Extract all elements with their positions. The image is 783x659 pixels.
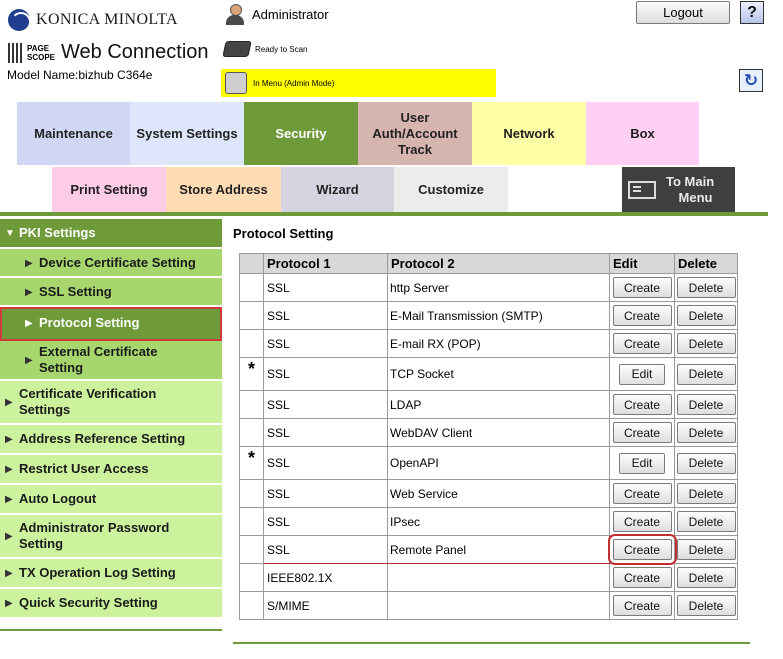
protocol1-cell: SSL bbox=[264, 330, 388, 358]
triangle-right-icon: ▶ bbox=[5, 494, 13, 505]
protocol2-cell bbox=[388, 564, 610, 592]
table-row bbox=[240, 447, 738, 480]
table-row bbox=[240, 391, 738, 419]
table-row bbox=[240, 592, 738, 620]
edit-cell bbox=[610, 480, 675, 508]
table-row bbox=[240, 480, 738, 508]
edit-cell bbox=[610, 391, 675, 419]
mode-text: In Menu (Admin Mode) bbox=[253, 78, 335, 88]
mode-bar bbox=[221, 69, 496, 97]
sidebar bbox=[0, 219, 222, 619]
edit-cell bbox=[610, 564, 675, 592]
sidebar-item-restrict-user-access[interactable]: ▶ Restrict User Access bbox=[0, 455, 222, 485]
device-status bbox=[224, 41, 307, 57]
protocol1-cell: SSL bbox=[264, 391, 388, 419]
delete-button[interactable]: Delete bbox=[677, 422, 736, 443]
triangle-right-icon: ▶ bbox=[25, 318, 33, 329]
create-button[interactable]: Create bbox=[613, 277, 672, 298]
sidebar-item-address-reference[interactable]: ▶ Address Reference Setting bbox=[0, 425, 222, 455]
tab-system-settings[interactable]: System Settings bbox=[130, 102, 244, 165]
administrator-icon bbox=[224, 3, 248, 25]
user-name: Administrator bbox=[252, 6, 329, 22]
table-row bbox=[240, 508, 738, 536]
sidebar-item-quick-security[interactable]: ▶ Quick Security Setting bbox=[0, 589, 222, 619]
mfp-icon bbox=[225, 72, 247, 94]
triangle-right-icon: ▶ bbox=[25, 355, 33, 366]
protocol2-cell: E-mail RX (POP) bbox=[388, 330, 610, 358]
brand-name: KONICA MINOLTA bbox=[36, 11, 178, 28]
tab-customize[interactable]: Customize bbox=[394, 167, 508, 212]
page-title: Protocol Setting bbox=[233, 226, 334, 241]
delete-button[interactable]: Delete bbox=[677, 364, 736, 385]
tab-security[interactable]: Security bbox=[244, 102, 358, 165]
status-text: Ready to Scan bbox=[255, 44, 308, 54]
triangle-right-icon: ▶ bbox=[5, 568, 13, 579]
create-button[interactable]: Create bbox=[613, 483, 672, 504]
tab-user-auth-account-track[interactable]: User Auth/Account Track bbox=[358, 102, 472, 165]
tab-maintenance[interactable]: Maintenance bbox=[17, 102, 130, 165]
triangle-right-icon: ▶ bbox=[5, 598, 13, 609]
create-button[interactable]: Create bbox=[613, 511, 672, 532]
protocol1-cell: SSL bbox=[264, 536, 388, 564]
protocol2-cell: Web Service bbox=[388, 480, 610, 508]
table-row bbox=[240, 358, 738, 391]
refresh-icon[interactable]: ↻ bbox=[739, 69, 763, 92]
delete-cell bbox=[675, 480, 738, 508]
sidebar-item-external-certificate[interactable]: ▶ External Certificate Setting bbox=[0, 341, 222, 381]
row-mark: * bbox=[240, 447, 264, 480]
protocol1-cell: SSL bbox=[264, 274, 388, 302]
create-button[interactable]: Create bbox=[613, 539, 672, 560]
table-row-highlighted bbox=[240, 536, 738, 564]
delete-cell bbox=[675, 592, 738, 620]
sidebar-item-ssl-setting[interactable]: ▶ SSL Setting bbox=[0, 278, 222, 307]
protocol2-cell: WebDAV Client bbox=[388, 419, 610, 447]
pagescope-icon bbox=[8, 43, 24, 63]
delete-button[interactable]: Delete bbox=[677, 511, 736, 532]
create-button[interactable]: Create bbox=[613, 394, 672, 415]
protocol1-cell: SSL bbox=[264, 358, 388, 391]
delete-button[interactable]: Delete bbox=[677, 483, 736, 504]
create-button[interactable]: Create bbox=[613, 567, 672, 588]
edit-button[interactable]: Edit bbox=[619, 453, 665, 474]
protocol2-cell: http Server bbox=[388, 274, 610, 302]
konica-minolta-logo bbox=[8, 9, 178, 31]
delete-cell bbox=[675, 564, 738, 592]
protocol2-cell: E-Mail Transmission (SMTP) bbox=[388, 302, 610, 330]
edit-cell bbox=[610, 302, 675, 330]
web-connection-title: Web Connection bbox=[61, 41, 209, 63]
delete-cell bbox=[675, 391, 738, 419]
content-bottom-line bbox=[233, 642, 750, 644]
table-row bbox=[240, 274, 738, 302]
delete-button[interactable]: Delete bbox=[677, 567, 736, 588]
triangle-right-icon: ▶ bbox=[5, 531, 13, 542]
delete-cell bbox=[675, 302, 738, 330]
create-button[interactable]: Create bbox=[613, 305, 672, 326]
tab-network[interactable]: Network bbox=[472, 102, 586, 165]
triangle-down-icon: ▼ bbox=[5, 228, 15, 239]
edit-cell bbox=[610, 447, 675, 480]
help-icon[interactable]: ? bbox=[740, 1, 764, 24]
sidebar-item-auto-logout[interactable]: ▶ Auto Logout bbox=[0, 485, 222, 515]
table-row bbox=[240, 564, 738, 592]
triangle-right-icon: ▶ bbox=[5, 434, 13, 445]
delete-cell bbox=[675, 508, 738, 536]
protocol1-cell: SSL bbox=[264, 480, 388, 508]
row-mark bbox=[240, 419, 264, 447]
delete-cell bbox=[675, 358, 738, 391]
protocol2-cell: TCP Socket bbox=[388, 358, 610, 391]
row-mark bbox=[240, 330, 264, 358]
column-header-protocol2: Protocol 2 bbox=[388, 254, 610, 274]
protocol1-cell: SSL bbox=[264, 419, 388, 447]
sidebar-item-pki-settings[interactable]: ▼ PKI Settings bbox=[0, 219, 222, 249]
table-header-row bbox=[240, 254, 738, 274]
create-button[interactable]: Create bbox=[613, 422, 672, 443]
create-button[interactable]: Create bbox=[613, 595, 672, 616]
tab-store-address[interactable]: Store Address bbox=[166, 167, 281, 212]
protocol1-cell: S/MIME bbox=[264, 592, 388, 620]
edit-cell bbox=[610, 592, 675, 620]
globe-logo-icon bbox=[8, 9, 30, 31]
protocol1-cell: IEEE802.1X bbox=[264, 564, 388, 592]
delete-cell bbox=[675, 330, 738, 358]
row-mark bbox=[240, 536, 264, 564]
row-mark bbox=[240, 480, 264, 508]
to-main-menu-label: To Main Menu bbox=[666, 173, 715, 205]
row-mark bbox=[240, 508, 264, 536]
edit-cell bbox=[610, 536, 675, 564]
delete-button[interactable]: Delete bbox=[677, 595, 736, 616]
edit-cell bbox=[610, 274, 675, 302]
model-name: Model Name:bizhub C364e bbox=[7, 68, 153, 82]
delete-button[interactable]: Delete bbox=[677, 394, 736, 415]
delete-button[interactable]: Delete bbox=[677, 333, 736, 354]
protocol2-cell: LDAP bbox=[388, 391, 610, 419]
sidebar-item-certificate-verification[interactable]: ▶ Certificate Verification Settings bbox=[0, 381, 222, 425]
delete-cell bbox=[675, 274, 738, 302]
edit-cell bbox=[610, 358, 675, 391]
delete-cell bbox=[675, 536, 738, 564]
column-header-mark bbox=[240, 254, 264, 274]
sidebar-item-administrator-password[interactable]: ▶ Administrator Password Setting bbox=[0, 515, 222, 559]
delete-button[interactable]: Delete bbox=[677, 453, 736, 474]
column-header-protocol1: Protocol 1 bbox=[264, 254, 388, 274]
row-mark bbox=[240, 274, 264, 302]
tab-box[interactable]: Box bbox=[586, 102, 699, 165]
row-mark bbox=[240, 391, 264, 419]
table-row bbox=[240, 302, 738, 330]
edit-cell bbox=[610, 508, 675, 536]
edit-cell bbox=[610, 419, 675, 447]
table-row bbox=[240, 419, 738, 447]
column-header-edit: Edit bbox=[610, 254, 675, 274]
protocol2-cell bbox=[388, 592, 610, 620]
column-header-delete: Delete bbox=[675, 254, 738, 274]
printer-icon bbox=[222, 41, 251, 57]
triangle-right-icon: ▶ bbox=[25, 286, 33, 298]
protocol2-cell: OpenAPI bbox=[388, 447, 610, 480]
main-menu-icon bbox=[628, 181, 656, 199]
sidebar-item-protocol-setting[interactable]: ▶ Protocol Setting bbox=[0, 307, 222, 341]
nav-divider bbox=[0, 212, 768, 216]
user-indicator bbox=[224, 3, 329, 25]
triangle-right-icon: ▶ bbox=[25, 257, 33, 269]
protocol1-cell: SSL bbox=[264, 447, 388, 480]
table-row bbox=[240, 330, 738, 358]
create-button[interactable]: Create bbox=[613, 333, 672, 354]
protocol-table bbox=[239, 253, 738, 620]
protocol1-cell: SSL bbox=[264, 302, 388, 330]
tab-wizard[interactable]: Wizard bbox=[281, 167, 394, 212]
edit-button[interactable]: Edit bbox=[619, 364, 665, 385]
row-mark bbox=[240, 592, 264, 620]
delete-cell bbox=[675, 447, 738, 480]
delete-button[interactable]: Delete bbox=[677, 539, 736, 560]
pagescope-logo bbox=[8, 41, 209, 64]
to-main-menu-button[interactable] bbox=[622, 167, 735, 212]
tab-print-setting[interactable]: Print Setting bbox=[52, 167, 166, 212]
protocol2-cell: Remote Panel bbox=[388, 536, 610, 564]
delete-cell bbox=[675, 419, 738, 447]
row-mark: * bbox=[240, 358, 264, 391]
triangle-right-icon: ▶ bbox=[5, 397, 13, 408]
sidebar-bottom-line bbox=[0, 629, 222, 631]
edit-cell bbox=[610, 330, 675, 358]
protocol2-cell: IPsec bbox=[388, 508, 610, 536]
delete-button[interactable]: Delete bbox=[677, 277, 736, 298]
row-mark bbox=[240, 302, 264, 330]
sidebar-item-device-certificate[interactable]: ▶ Device Certificate Setting bbox=[0, 249, 222, 278]
logout-button[interactable]: Logout bbox=[636, 1, 730, 24]
protocol1-cell: SSL bbox=[264, 508, 388, 536]
row-mark bbox=[240, 564, 264, 592]
sidebar-item-tx-operation-log[interactable]: ▶ TX Operation Log Setting bbox=[0, 559, 222, 589]
delete-button[interactable]: Delete bbox=[677, 305, 736, 326]
pagescope-text: PAGE SCOPE bbox=[27, 43, 56, 62]
triangle-right-icon: ▶ bbox=[5, 464, 13, 475]
